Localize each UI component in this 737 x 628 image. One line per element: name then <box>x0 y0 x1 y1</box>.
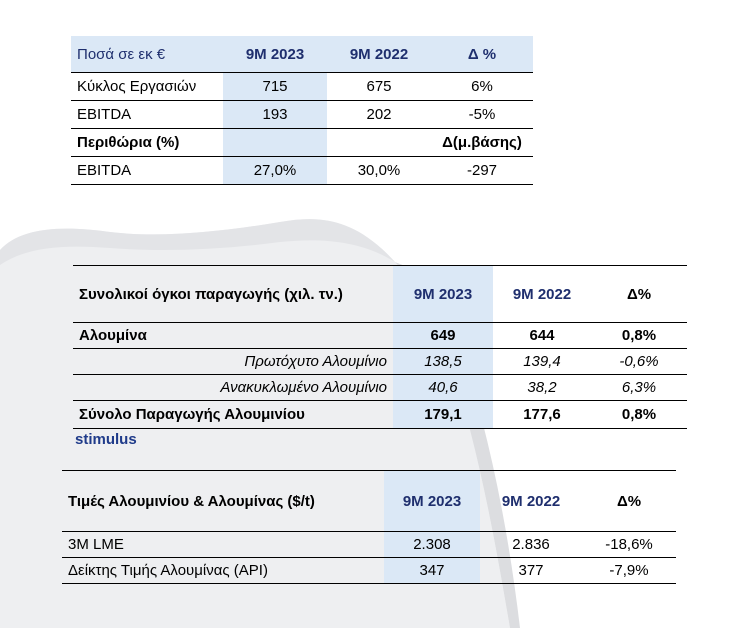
row-label: Αλουμίνα <box>73 323 393 349</box>
header-cell: Δ% <box>591 266 687 323</box>
value-cell: 2.308 <box>384 532 480 558</box>
value-cell: 377 <box>480 558 582 584</box>
table-row <box>73 401 687 429</box>
value-cell: 40,6 <box>393 375 493 401</box>
section-label: Περιθώρια (%) <box>71 129 223 157</box>
value-cell: 347 <box>384 558 480 584</box>
header-cell: 9M 2023 <box>223 36 327 73</box>
header-cell: 9M 2022 <box>480 471 582 532</box>
row-label: EBITDA <box>71 101 223 129</box>
row-label: Σύνολο Παραγωγής Αλουμινίου <box>73 401 393 429</box>
table-row <box>62 532 676 558</box>
value-cell: -7,9% <box>582 558 676 584</box>
value-cell: -0,6% <box>591 349 687 375</box>
header-cell: Συνολικοί όγκοι παραγωγής (χιλ. τν.) <box>73 266 393 323</box>
financials-header-row <box>71 36 533 73</box>
value-cell: 644 <box>493 323 591 349</box>
value-cell: -5% <box>431 101 533 129</box>
header-cell: 9M 2022 <box>493 266 591 323</box>
value-cell: 2.836 <box>480 532 582 558</box>
production-header-row <box>73 266 687 323</box>
prices-header-row <box>62 471 676 532</box>
header-cell: 9M 2023 <box>384 471 480 532</box>
value-cell: 6% <box>431 73 533 101</box>
value-cell: 649 <box>393 323 493 349</box>
value-cell: 179,1 <box>393 401 493 429</box>
header-cell: Δ % <box>431 36 533 73</box>
value-cell: 715 <box>223 73 327 101</box>
row-label: Πρωτόχυτο Αλουμίνιο <box>73 349 393 375</box>
row-label: 3M LME <box>62 532 384 558</box>
financials-table <box>71 36 533 185</box>
row-label: Κύκλος Εργασιών <box>71 73 223 101</box>
value-cell: -297 <box>431 157 533 185</box>
table-row <box>73 349 687 375</box>
row-label: EBITDA <box>71 157 223 185</box>
value-cell: 177,6 <box>493 401 591 429</box>
value-cell: 38,2 <box>493 375 591 401</box>
value-cell: 139,4 <box>493 349 591 375</box>
table-row <box>71 101 533 129</box>
empty-cell <box>327 129 431 157</box>
production-volumes-table <box>73 265 687 429</box>
section-row <box>71 129 533 157</box>
value-cell: 138,5 <box>393 349 493 375</box>
section-delta-label: Δ(μ.βάσης) <box>431 129 533 157</box>
header-cell: 9M 2022 <box>327 36 431 73</box>
value-cell: 193 <box>223 101 327 129</box>
value-cell: -18,6% <box>582 532 676 558</box>
empty-cell <box>223 129 327 157</box>
table-row <box>62 558 676 584</box>
header-cell: 9M 2023 <box>393 266 493 323</box>
header-cell: Δ% <box>582 471 676 532</box>
value-cell: 0,8% <box>591 323 687 349</box>
row-label: Δείκτης Τιμής Αλουμίνας (API) <box>62 558 384 584</box>
value-cell: 30,0% <box>327 157 431 185</box>
value-cell: 675 <box>327 73 431 101</box>
header-cell: Τιμές Αλουμινίου & Αλουμίνας ($/t) <box>62 471 384 532</box>
stimulus-label: stimulus <box>75 431 137 448</box>
value-cell: 202 <box>327 101 431 129</box>
value-cell: 6,3% <box>591 375 687 401</box>
header-cell: Ποσά σε εκ € <box>71 36 223 73</box>
value-cell: 27,0% <box>223 157 327 185</box>
row-label: Ανακυκλωμένο Αλουμίνιο <box>73 375 393 401</box>
table-row <box>73 323 687 349</box>
table-row <box>71 73 533 101</box>
prices-table <box>62 470 676 584</box>
table-row <box>73 375 687 401</box>
table-row <box>71 157 533 185</box>
value-cell: 0,8% <box>591 401 687 429</box>
